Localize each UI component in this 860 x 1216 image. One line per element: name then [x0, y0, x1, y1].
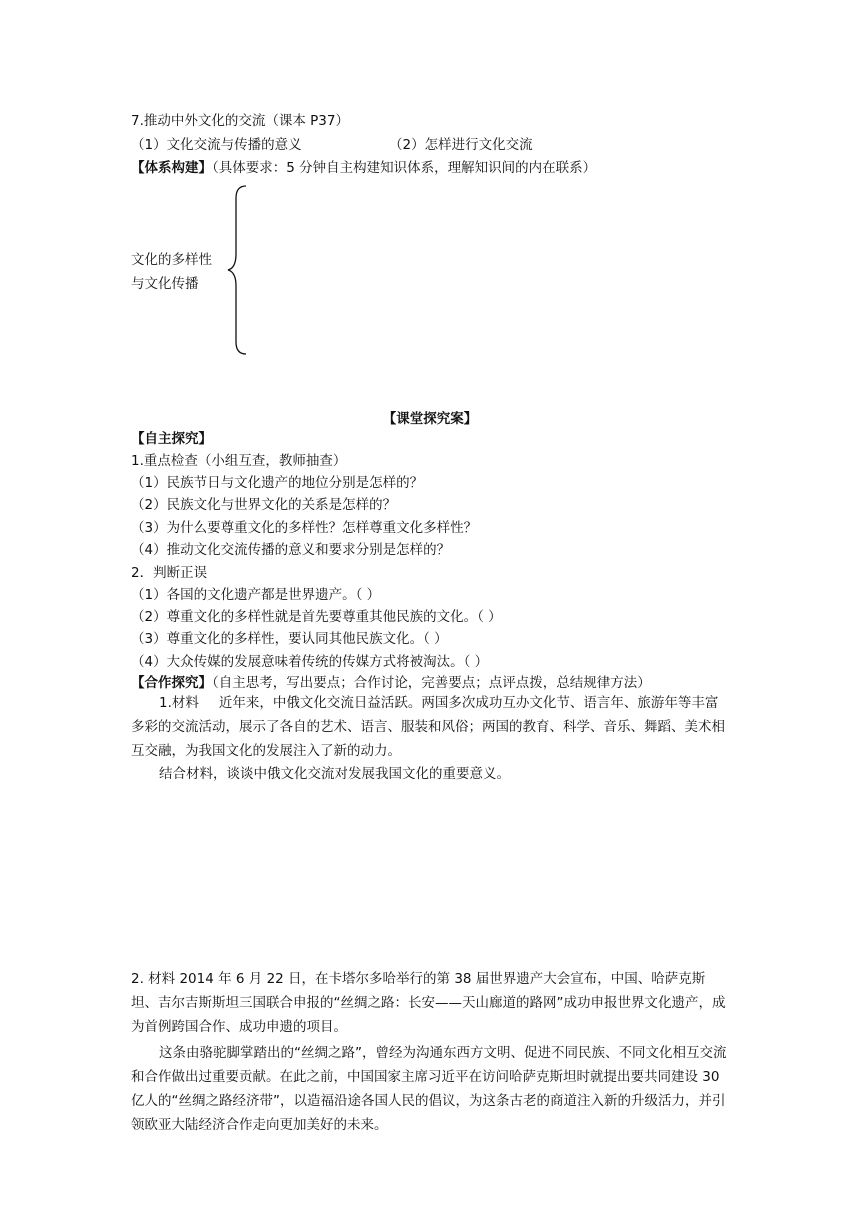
cooperate-label: 【合作探究】: [131, 675, 212, 691]
check-title: 1.重点检查（小组互查，教师抽查）: [131, 453, 347, 469]
item7-sub1: （1）文化交流与传播的意义: [131, 137, 302, 153]
curly-brace-icon: [226, 184, 250, 356]
cooperate-row: [131, 673, 651, 693]
judge-item-3: （3）尊重文化的多样性，要认同其他民族文化。（ ）: [131, 631, 448, 647]
material-2-paragraph-1: 2. 材料 2014 年 6 月 22 日，在卡塔尔多哈举行的第 38 届世界遗产大会宣布，中国、哈萨克斯坦、吉尔吉斯斯坦三国联合申报的“丝绸之路：长安——天山廊道的路网”成功申报世界文化遗产，成为首例跨国合作、成功申遗的项目。: [131, 971, 726, 1035]
map-title-line1: 文化的多样性: [131, 252, 212, 268]
system-build-requirement: （具体要求：5 分钟自主构建知识体系，理解知识间的内在联系）: [212, 160, 597, 176]
judge-item-1: （1）各国的文化遗产都是世界遗产。（ ）: [131, 587, 381, 603]
self-explore-label: 【自主探究】: [131, 431, 212, 447]
map-title-line2: 与文化传播: [131, 276, 199, 292]
material-1-text: 近年来，中俄文化交流日益活跃。两国多次成功互办文化节、语言年、旅游年等丰富多彩的交流活动，展示了各自的艺术、语言、服装和风俗；两国的教育、科学、音乐、舞蹈、美术相互交融，为我国文化的发展注入了新的动力。: [131, 695, 725, 759]
judge-item-2: （2）尊重文化的多样性就是首先要尊重其他民族的文化。（ ）: [131, 609, 502, 625]
check-question-3: （3）为什么要尊重文化的多样性？怎样尊重文化多样性？: [131, 520, 478, 536]
item7-heading: 7.推动中外文化的交流（课本 P37）: [131, 113, 349, 129]
material-1: [131, 691, 729, 763]
cooperate-requirement: （自主思考，写出要点；合作讨论，完善要点；点评点拨，总结规律方法）: [212, 675, 651, 691]
check-question-4: （4）推动文化交流传播的意义和要求分别是怎样的？: [131, 542, 451, 558]
check-question-1: （1）民族节日与文化遗产的地位分别是怎样的？: [131, 475, 424, 491]
system-build-label: 【体系构建】: [131, 160, 212, 176]
question-1: 结合材料，谈谈中俄文化交流对发展我国文化的重要意义。: [159, 766, 510, 782]
item7-sub2: （2）怎样进行文化交流: [389, 137, 533, 153]
system-build-row: [131, 158, 596, 178]
judge-title: 2．判断正误: [131, 565, 208, 581]
check-question-2: （2）民族文化与世界文化的关系是怎样的？: [131, 497, 397, 513]
material-2-paragraph-2: 这条由骆驼脚掌踏出的“丝绸之路”，曾经为沟通东西方文明、促进不同民族、不同文化相互交流和合作做出过重要贡献。在此之前，中国国家主席习近平在访问哈萨克斯坦时就提出要共同建设 30 亿人的“丝绸之路经济带”，以造福沿途各国人民的倡议，为这条古老的商道注入新的升级活力，并引领欧亚大陆经济合作走向更加美好的未来。: [131, 1045, 727, 1133]
material-1-label: 1.材料: [159, 695, 199, 711]
classroom-title: 【课堂探究案】: [382, 411, 478, 427]
judge-item-4: （4）大众传媒的发展意味着传统的传媒方式将被淘汰。（ ）: [131, 654, 489, 670]
